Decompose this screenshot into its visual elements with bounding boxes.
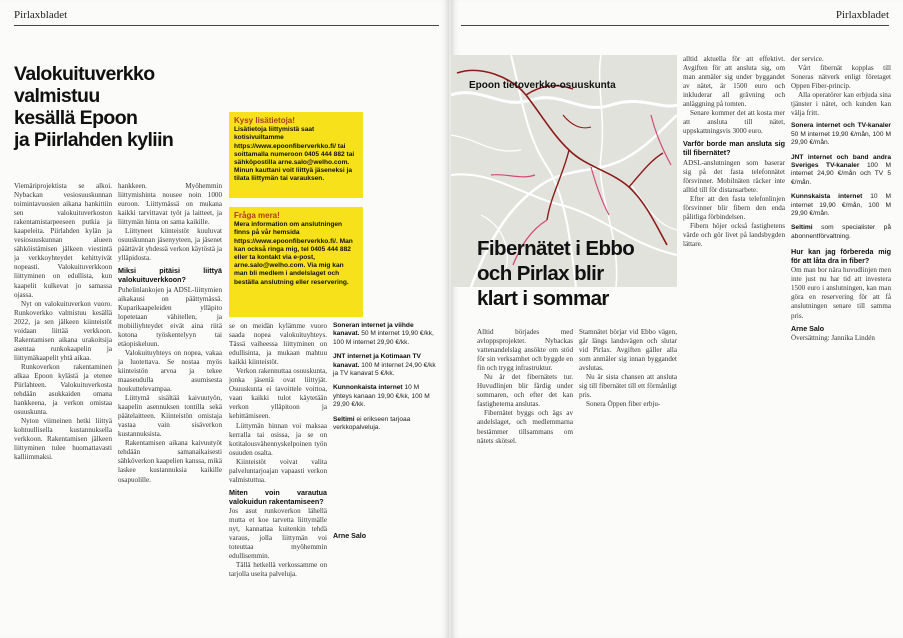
info-box-title: Kysy lisätietoja! bbox=[234, 116, 295, 125]
offer-name: JNT internet och band andra Sveriges TV-kanaler bbox=[791, 153, 891, 169]
paragraph: Om man bor nära huvudlinjen men inte just nu har tid att investera 1500 euro i anslutningen, kan man göra en reservering för att få anslutningen senare till samma pris. bbox=[791, 266, 891, 320]
right-header-rule bbox=[461, 25, 889, 26]
right-column-4 bbox=[791, 55, 891, 615]
article-signature: Arne Salo bbox=[791, 324, 825, 333]
paragraph: Fibern höjer också fastighetens värde och gör livet på landsbygden lättare. bbox=[683, 221, 785, 248]
right-headline bbox=[477, 236, 634, 311]
offer-text: 10 M yhteys kanaan 19,90 €/kk, 100 M 29,90 €/kk. bbox=[333, 384, 430, 409]
paragraph: Alla operatörer kan erbjuda sina tjänster i nätet, och kunden kan välja fritt. bbox=[791, 91, 891, 118]
subheading: Varför borde man ansluta sig till fibernätet? bbox=[683, 139, 785, 158]
offer-item bbox=[333, 322, 439, 347]
left-column-4 bbox=[333, 528, 439, 612]
paragraph: Runkoverkon rakentaminen alkaa Epoon kylästä ja etenee Piirlahteen. Valokuituverkosta tehdään asukkaiden omana hankkeena, ja verkon omistaa osuuskunta. bbox=[14, 362, 112, 417]
left-header-rule bbox=[14, 25, 439, 26]
paragraph: Stamnätet börjar vid Ebbo vägen, går längs landsvägen och slutar vid Pirlax. Avgiften gäller alla som anmäler sig innan byggandet avslutas. bbox=[579, 328, 677, 373]
paragraph: alltid aktuella för att effektivt. Avgiften för att ansluta sig, om man anmäler sig under byggandet av nätet, är 1500 euro och inkluderar all grävning och anläggning på tomten. bbox=[683, 55, 785, 109]
paragraph: Liittymä sisältää kaivuutyön, kaapelin asennuksen tontilla sekä päätelaitteen. Kiinteistön omistaja vastaa vain sisäverkon kustannuksista. bbox=[118, 394, 222, 439]
paragraph: Rakentamisen aikana kaivuutyöt tehdään samanaikaisesti sähköverkon kaapelien kanssa, mikä laskee kustannuksia kaikille osapuolille. bbox=[118, 439, 222, 484]
left-column-1 bbox=[14, 182, 112, 630]
left-headline bbox=[14, 63, 173, 151]
offer-name: Seltimi bbox=[791, 224, 813, 232]
paragraph: der service. bbox=[791, 55, 824, 63]
paragraph: Efter att den fasta telefonlinjen försvinner blir fibern den enda pålitliga förbindelsen. bbox=[683, 194, 785, 221]
left-headline-line-4: ja Piirlahden kyliin bbox=[14, 129, 174, 151]
left-headline-line-3: kesällä Epoon bbox=[14, 107, 138, 129]
right-headline-line-2: och Pirlax blir bbox=[477, 262, 604, 285]
paragraph: Senare kommer det att kosta mer att ansluta till nätet, uppskattningsvis 3000 euro. bbox=[683, 109, 785, 136]
info-box-finnish bbox=[229, 112, 363, 198]
left-column-2 bbox=[118, 182, 222, 630]
offer-text: som specialister på abonnentförvaltning. bbox=[791, 224, 891, 240]
offer-text: 100 M internet 24,90 €/mån och TV 5 €/mån. bbox=[791, 161, 891, 186]
left-headline-line-2: valmistuu bbox=[14, 85, 100, 107]
paragraph: Fibernätet byggs och ägs av andelslaget, och medlemmarna bestämmer tillsammans om nätets skötsel. bbox=[477, 409, 573, 445]
paragraph: Jos asut runkoverkon lähellä mutta et koe tarvetta liittymälle nyt, kannattaa kuitenkin tehdä varaus, jolla liittymän voi toteuttaa myöhemmin edullisemmin. bbox=[229, 506, 327, 561]
right-headline-line-1: Fibernätet i Ebbo bbox=[477, 237, 635, 260]
paragraph: Verkon rakennuttaa osuuskunta, jonka jäseniä ovat liittyjät. Osuuskunta ei tavoittele voittoa, vaan kaikki tulot käytetään verkon ylläpitoon ja kehittämiseen. bbox=[229, 367, 327, 421]
subheading: Miksi pitäisi liittyä valokuituverkkoon? bbox=[118, 266, 222, 285]
offer-name: Kunnonkaista internet bbox=[333, 384, 403, 392]
right-column-1 bbox=[477, 328, 573, 614]
paragraph: Nyton viimeinen hetki liittyä kohtuullisella kustannuksella verkkoon. Rakentamisen jälkeen liittyminen tulee huomattavasti kalliimmaksi. bbox=[14, 417, 112, 462]
right-column-2 bbox=[579, 328, 677, 614]
paragraph: Valokuituyhteys on nopea, vakaa ja luotettava. Se nostaa myös kiinteistön arvoa ja tekee maaseudulla asumisesta houkuttelevampaa. bbox=[118, 348, 222, 394]
subheading: Hur kan jag förbereda mig för att låta dra in fiber? bbox=[791, 247, 891, 266]
offer-item bbox=[791, 122, 891, 147]
left-headline-line-1: Valokuituverkko bbox=[14, 63, 155, 85]
left-page bbox=[0, 0, 449, 638]
paragraph: Vårt fibernät kopplas till Soneras nätverk enligt företaget Oppen Fiber-princip. bbox=[791, 64, 891, 91]
offer-item bbox=[791, 224, 891, 241]
left-folio: Pirlaxbladet bbox=[14, 9, 68, 21]
offer-item bbox=[333, 384, 439, 409]
offer-text: 50 M internet 19,90 €/kk, 100 M internet 29,90 €/kk. bbox=[333, 330, 434, 346]
paragraph: Nu är det fibernätets tur. Huvudlinjen blir färdig under sommaren, och efter det kan fastigheterna anslutas. bbox=[477, 373, 573, 409]
paragraph: Sonera Öppen fiber erbju- bbox=[586, 400, 661, 409]
offer-name: Sonera internet och TV-kanaler bbox=[791, 122, 891, 130]
paragraph: Tällä hetkellä verkossamme on tarjolla useita palveluja. bbox=[229, 561, 327, 579]
offer-name: Kunnskaista internet bbox=[791, 193, 863, 201]
offer-item bbox=[333, 416, 439, 433]
offer-name: Soneran internet ja viihde kanavat. bbox=[333, 322, 414, 338]
paragraph: Kiinteistöt voivat valita palveluntarjoajan vapaasti verkon valmistuttua. bbox=[229, 457, 327, 484]
left-column-3 bbox=[229, 322, 327, 612]
translation-credit: Översättning: Jannika Lindén bbox=[791, 333, 875, 342]
info-box-body: Lisätietoja liittymistä saat kotisivuiltamme https://www.epoonfiberverkko.fi/ tai soittamalla numeroon 0405 444 882 tai sähköpostilla arne.salo@welho.com. Minun kauttani voit liittyä jäseneksi ja tilata liittymän tai varauksen. bbox=[234, 126, 355, 183]
offer-name: JNT internet ja Kotimaan TV kanavat. bbox=[333, 353, 421, 369]
map-title: Epoon tietoverkko-osuuskunta bbox=[469, 80, 616, 91]
paragraph: Liittymän hinnan voi maksaa kerralla tai osissa, ja se on kotitalousvähennyskelpoinen työn osuuden osalta. bbox=[229, 421, 327, 457]
offer-text: 100 M internet 24,90 €/kk ja TV kanavat 5 €/kk. bbox=[333, 361, 436, 378]
article-signature: Arne Salo bbox=[333, 532, 367, 540]
offer-text: ei erikseen tarjoaa verkkopalveluja. bbox=[333, 415, 411, 432]
offer-item bbox=[791, 154, 891, 188]
operator-offers-finnish bbox=[333, 322, 439, 438]
info-box-title: Fråga mera! bbox=[234, 211, 280, 220]
info-box-body: Mera information om anslutningen finns på vår hemsida https://www.epoonfiberverkko.fi/. Man kan också ringa mig, tel 0405 444 882 eller ta kontakt via e-post, arne.salo@welho.com. Via mig kan man bli medlem i andelslaget och beställa anslutning eller reservering. bbox=[234, 221, 353, 286]
info-box-swedish bbox=[229, 207, 363, 317]
paragraph: Puhelinlankojen ja ADSL-liittymien aikakausi on päättymässä. Kuparikaapeleiden ylläpito lopetetaan vähitellen, ja mobiiliyhteydet eivät aina riitä kotona työskentelyyn tai etäopiskeluun. bbox=[118, 285, 222, 348]
paragraph: Alltid börjades med avloppsprojektet. Nybackas vattenandelslag ansökte om stöd för sin verksamhet och byggde en fin och trygg infrastruktur. bbox=[477, 328, 573, 373]
paragraph: Nyt on valokuituverkon vuoro. Runkoverkko valmistuu kesällä 2022, ja sen jälkeen kiinteistöt voidaan liittää verkkoon. Rakentamisen aikana urakoitsija asentaa runkokaapelin ja liittymäkaapelit yhtä aikaa. bbox=[14, 299, 112, 362]
offer-name: Seltimi bbox=[333, 415, 355, 423]
offer-text: 50 M internet 19,90 €/mån, 100 M 29,90 €/mån. bbox=[791, 130, 891, 147]
right-column-3 bbox=[683, 55, 785, 615]
paragraph: se on meidän kylämme vuoro saada nopea valokuituyhteys. Tässä vaiheessa liittyminen on edullisinta, ja mukaan mahtuu kaikki kiinteistöt. bbox=[229, 322, 327, 367]
paragraph: Liittyneet kiinteistöt kuuluvat osuuskunnan jäsenyyteen, ja jäsenet päättävät yhdessä verkon käytöstä ja ylläpidosta. bbox=[118, 227, 222, 263]
offer-item bbox=[333, 353, 439, 378]
offer-text: 10 M internet 19,90 €/mån, 100 M 29,90 €/mån. bbox=[791, 193, 891, 217]
paragraph: hankkeen. Myöhemmin liittymishinta nousee noin 1000 euroon. Liittymässä on mukana kaikki tarvittavat työt ja laitteet, ja liittymän hinta on sama kaikille. bbox=[118, 182, 222, 227]
right-folio: Pirlaxbladet bbox=[835, 9, 889, 21]
subheading: Miten voin varautua valokuidun rakentamiseen? bbox=[229, 487, 327, 506]
paragraph: ADSL-anslutningen som baserar sig på det fasta telefonnätet försvinner. Mobilnäten räcker inte alltid till för distansarbete. bbox=[683, 158, 785, 194]
paragraph: Viemäriprojektista se alkoi. Nybackan vesiosuuskunnan toimintavuosien aikana hankittiin sen valokuituverkoston rakentamistarpeeseen putkia ja kaapeleita. Piirlahden kylän ja vesiosuuskunnan alueen sähköistämisen jälkeen viestintä ja verkkoyhteydet kehittyivät nopeasti. Valokuituverkkoon liittyminen on edullista, kun kaapelit kulkevat jo samassa ojassa. bbox=[14, 182, 112, 299]
operator-offers-swedish bbox=[791, 122, 891, 241]
right-headline-line-3: klart i sommar bbox=[477, 287, 609, 310]
paragraph: Nu är sista chansen att ansluta sig till fibernätet till ett förmånligt pris. bbox=[579, 373, 677, 400]
right-page bbox=[451, 0, 903, 638]
offer-item bbox=[791, 193, 891, 218]
